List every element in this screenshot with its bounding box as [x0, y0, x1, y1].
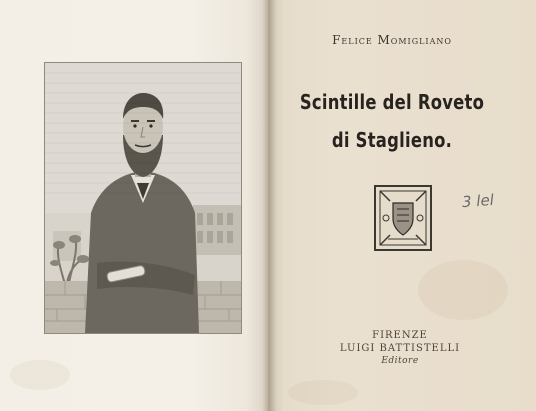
book-title-line1: Scintille del Roveto	[299, 90, 485, 114]
handwritten-note: 3 lel	[461, 190, 495, 212]
publisher-emblem-icon	[374, 185, 432, 251]
imprint-publisher: LUIGI BATTISTELLI	[339, 343, 461, 354]
imprint-editor: Editore	[381, 356, 419, 366]
paper-stain	[418, 260, 508, 320]
imprint-city: FIRENZE	[372, 330, 428, 341]
paper-stain	[10, 360, 70, 390]
book-gutter	[262, 0, 276, 411]
portrait-engraving-icon	[44, 62, 242, 334]
paper-stain	[288, 380, 358, 405]
author-name: Felice Momigliano	[332, 33, 452, 47]
book-title-line2: di Staglieno.	[331, 128, 453, 152]
